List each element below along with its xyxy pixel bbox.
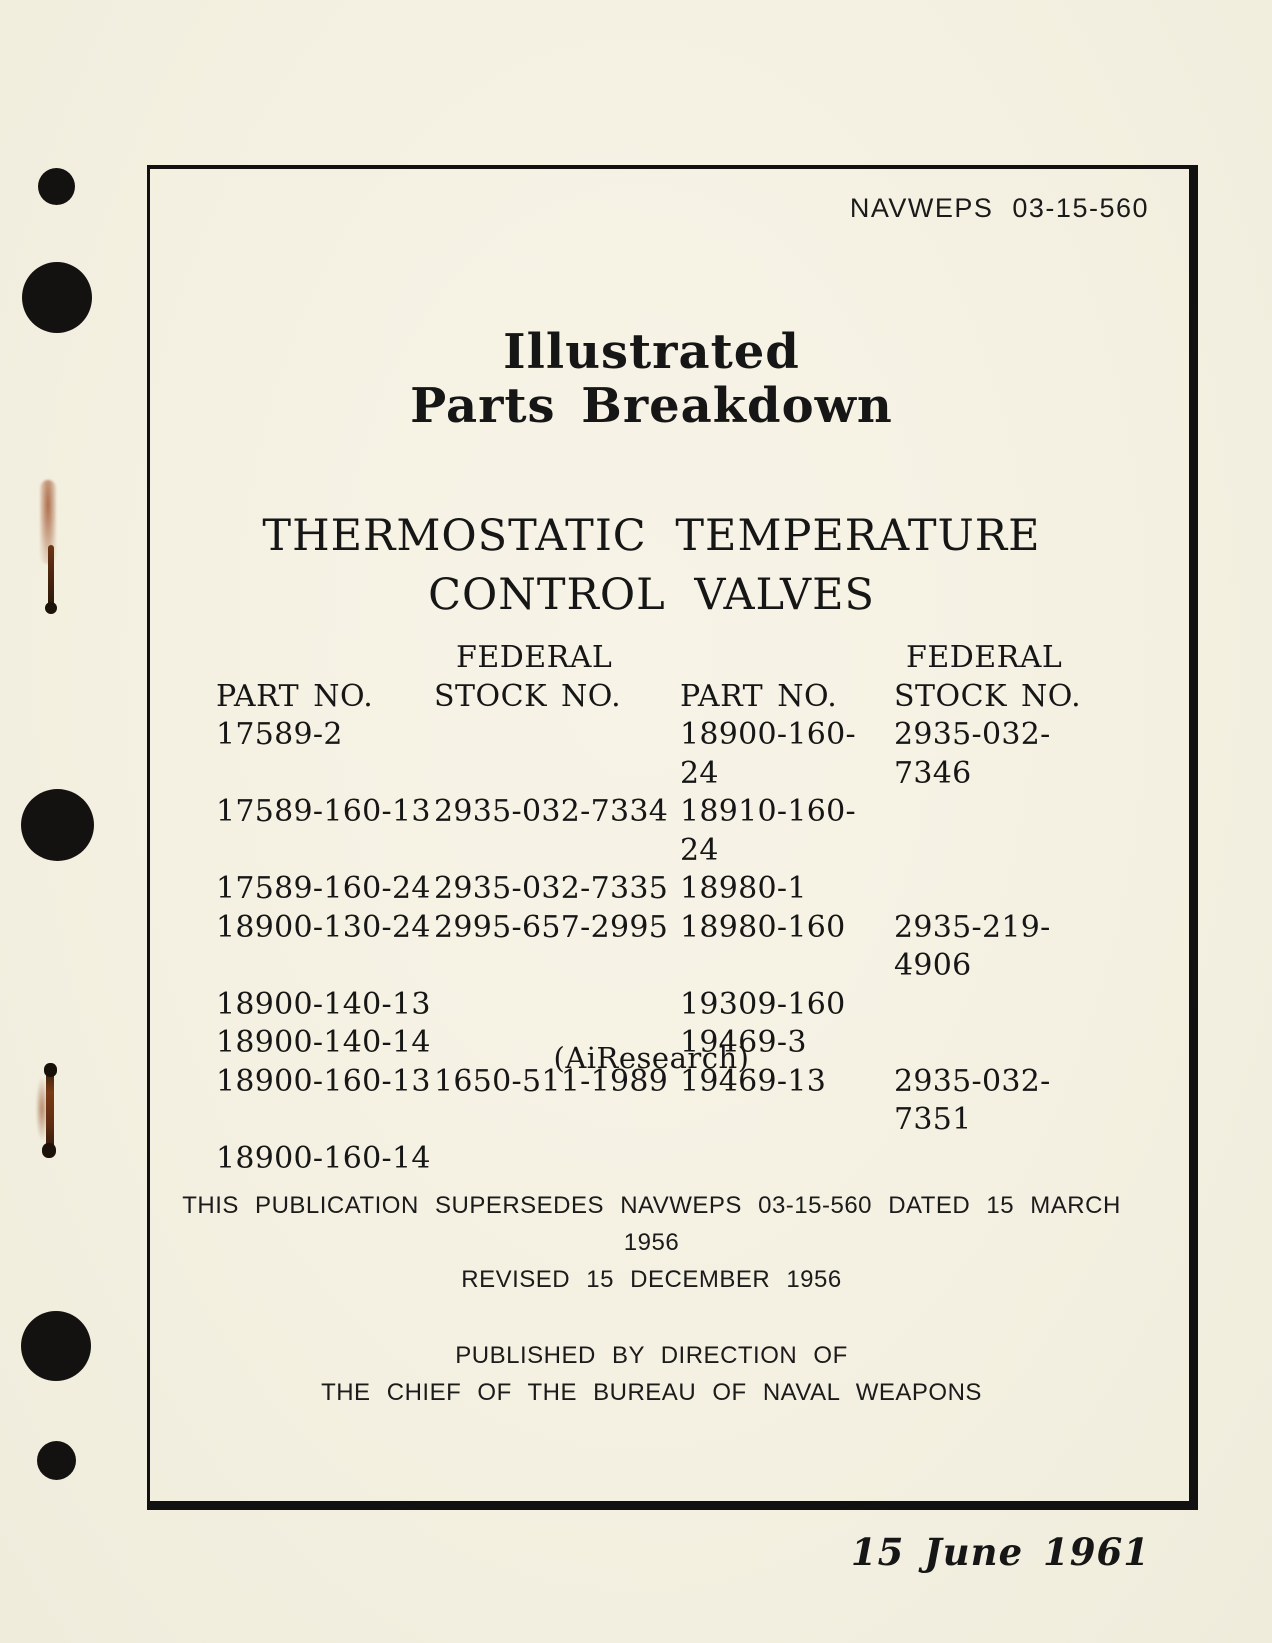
equipment-title xyxy=(150,507,1153,625)
rust-stain xyxy=(44,1063,57,1077)
stock-no-cell: 2935-032-7334 xyxy=(434,794,669,829)
stock-no-cell xyxy=(894,793,1104,870)
stock-no-cell: 2935-032-7346 xyxy=(894,717,1051,791)
part-no-cell: 18910-160-24 xyxy=(680,794,856,868)
stock-no-cell xyxy=(434,1140,680,1179)
rust-stain xyxy=(45,602,57,614)
published-line-1: PUBLISHED BY DIRECTION OF xyxy=(455,1342,848,1369)
published-line-2: THE CHIEF OF THE BUREAU OF NAVAL WEAPONS xyxy=(321,1379,982,1406)
title-line-2: Parts Breakdown xyxy=(410,378,893,434)
part-no-cell: 17589-160-13 xyxy=(216,794,431,829)
part-no-cell: 18900-160-14 xyxy=(216,1140,431,1176)
border-frame xyxy=(147,165,1198,1510)
part-no-cell: 19469-13 xyxy=(680,1063,827,1099)
hole-punch-mark xyxy=(21,789,94,861)
part-no-cell: 19469-3 xyxy=(680,1025,807,1060)
rust-stain xyxy=(42,1143,56,1158)
col-header-federal: FEDERAL xyxy=(456,640,613,675)
col-header-part-no: PART NO. xyxy=(216,678,374,714)
stock-no-cell xyxy=(894,870,1104,909)
supersedes-line-1: THIS PUBLICATION SUPERSEDES NAVWEPS 03-15-560 DATED 15 MARCH 1956 xyxy=(182,1192,1121,1256)
stock-no-cell: 2935-219-4906 xyxy=(894,909,1051,983)
part-no-cell: 18900-130-24 xyxy=(216,909,431,945)
stock-no-cell xyxy=(894,1140,1104,1179)
hole-punch-mark xyxy=(22,262,92,333)
col-header-stock-no: STOCK NO. xyxy=(434,678,622,714)
part-no-cell: 17589-160-24 xyxy=(216,871,431,906)
col-header-stock-no: STOCK NO. xyxy=(894,678,1082,714)
col-header-federal: FEDERAL xyxy=(906,640,1063,675)
col-header xyxy=(216,639,434,678)
col-header xyxy=(680,639,894,678)
part-no-cell: 18900-160-24 xyxy=(680,717,856,791)
part-no-cell xyxy=(680,1140,894,1179)
hole-punch-mark xyxy=(21,1311,91,1381)
stock-no-cell: 2995-657-2995 xyxy=(434,909,669,945)
subject-line-2: CONTROL VALVES xyxy=(428,570,875,620)
stock-no-cell xyxy=(894,986,1104,1025)
manufacturer-note: (AiResearch) xyxy=(553,1041,750,1075)
publisher-note xyxy=(150,1337,1153,1411)
title-line-1: Illustrated xyxy=(503,324,800,380)
stock-no-cell: 2935-032-7335 xyxy=(434,871,669,906)
hole-punch-mark xyxy=(38,168,75,205)
col-header-part-no: PART NO. xyxy=(680,678,838,714)
supersedes-note xyxy=(150,1187,1153,1298)
stock-no-cell xyxy=(434,716,680,793)
part-no-cell: 18980-1 xyxy=(680,871,807,906)
document-title xyxy=(150,325,1153,433)
stock-no-cell xyxy=(434,986,680,1025)
issue-date: 15 June 1961 xyxy=(850,1530,1150,1574)
part-no-cell: 18900-140-14 xyxy=(216,1025,431,1060)
document-number: NAVWEPS 03-15-560 xyxy=(849,193,1149,223)
part-no-cell: 18900-160-13 xyxy=(216,1063,431,1099)
subject-line-1: THERMOSTATIC TEMPERATURE xyxy=(262,511,1041,561)
part-no-cell: 18980-160 xyxy=(680,909,846,945)
part-no-cell: 19309-160 xyxy=(680,986,846,1022)
part-no-cell: 18900-140-13 xyxy=(216,986,431,1022)
stock-no-cell: 1650-511-1989 xyxy=(434,1063,669,1099)
parts-table xyxy=(216,639,1104,1178)
stock-no-cell: 2935-032-7351 xyxy=(894,1063,1051,1137)
supersedes-line-2: REVISED 15 DECEMBER 1956 xyxy=(461,1266,842,1293)
hole-punch-mark xyxy=(37,1441,76,1480)
rust-stain xyxy=(46,1066,54,1152)
part-no-cell: 17589-2 xyxy=(216,717,343,752)
